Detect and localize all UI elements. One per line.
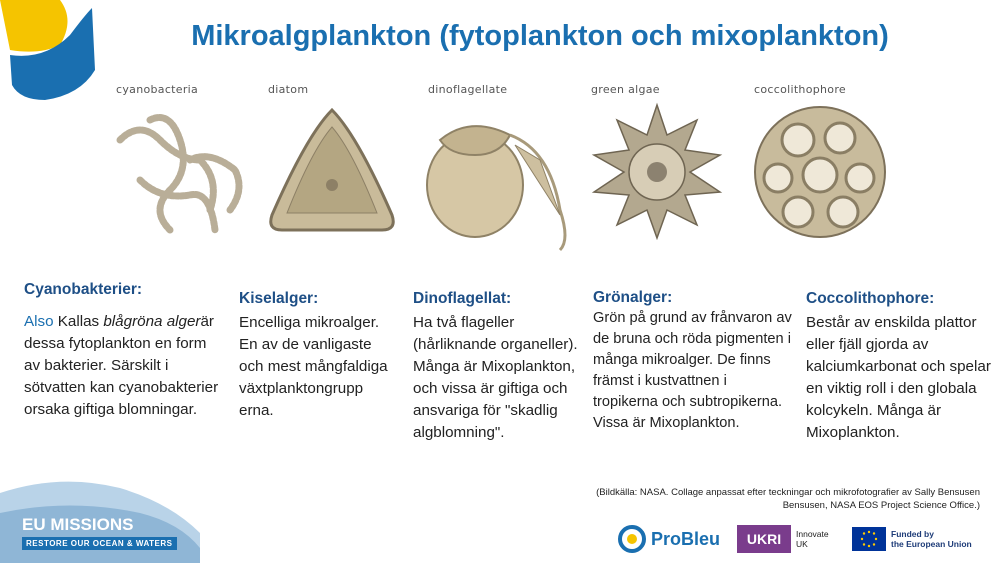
text-coccolithophore: Består av enskilda plattor eller fjäll gjorda av kalciumkarbonat och spelar en viktig roll i den globala kolcykeln. Många är Mixoplankton. bbox=[806, 314, 991, 441]
eu-funded-line2: the European Union bbox=[891, 539, 972, 549]
cyanobacteria-image bbox=[110, 100, 250, 250]
probleu-logo bbox=[617, 525, 720, 553]
column-cyanobacteria bbox=[24, 279, 224, 421]
eu-funding-logo bbox=[852, 527, 972, 551]
eu-missions-logo: EU MISSIONS bbox=[22, 515, 134, 534]
caption-coccolithophore: coccolithophore bbox=[754, 83, 846, 96]
caption-green-algae: green algae bbox=[591, 83, 660, 96]
heading-diatom: Kiselalger: bbox=[239, 290, 319, 307]
heading-green-algae: Grönalger: bbox=[593, 289, 673, 306]
text-diatom: Encelliga mikroalger. En av de vanligaste och mest mångfaldiga växtplanktongrupp erna. bbox=[239, 314, 388, 419]
text-cyanobacteria-part2: är dessa fytoplankton en form av bakterier. Särskilt i sötvatten kan cyanobakterier orsaka giftiga blomningar. bbox=[24, 313, 219, 418]
column-dinoflagellate bbox=[413, 288, 578, 444]
caption-diatom: diatom bbox=[268, 83, 309, 96]
heading-cyanobacteria: Cyanobakterier: bbox=[24, 281, 143, 298]
green-algae-image bbox=[585, 100, 730, 240]
eu-missions-subtitle: RESTORE OUR OCEAN & WATERS bbox=[22, 537, 177, 550]
heading-coccolithophore: Coccolithophore: bbox=[806, 290, 935, 307]
innovate-line2: UK bbox=[796, 539, 808, 549]
innovate-line1: Innovate bbox=[796, 529, 829, 539]
eu-funded-line1: Funded by bbox=[891, 529, 934, 539]
eu-flag-icon bbox=[852, 527, 886, 551]
also-word: Also bbox=[24, 313, 54, 330]
text-dinoflagellate: Ha två flageller (hårliknande organeller). Många är Mixoplankton, och vissa är giftiga och ansvariga för "skadlig algblomning". bbox=[413, 314, 578, 441]
ukri-mark: UKRI bbox=[737, 525, 791, 553]
dinoflagellate-image bbox=[420, 100, 580, 255]
eu-funded-text bbox=[891, 529, 972, 549]
diatom-image bbox=[262, 105, 407, 245]
probleu-icon bbox=[617, 525, 647, 553]
text-cyanobacteria bbox=[24, 311, 224, 421]
text-cyanobacteria-italic: blågröna alger bbox=[103, 313, 201, 330]
column-diatom bbox=[239, 288, 399, 422]
innovate-uk-text bbox=[796, 529, 829, 549]
column-coccolithophore bbox=[806, 288, 991, 444]
image-credit: (Bildkälla: NASA. Collage anpassat efter teckningar och mikrofotografier av Sally Bensusen Bensusen, NASA EOS Project Science Office.) bbox=[596, 487, 980, 511]
text-cyanobacteria-part1: Kallas bbox=[53, 313, 104, 330]
heading-dinoflagellate: Dinoflagellat: bbox=[413, 290, 512, 307]
column-green-algae bbox=[593, 287, 793, 434]
coccolithophore-image bbox=[748, 100, 893, 245]
ukri-logo bbox=[737, 525, 829, 553]
text-green-algae: Grön på grund av frånvaron av de bruna och röda pigmenten i många mikroalger. De finns främst i kustvattnen i tropikerna och subtropikerna. Vissa är Mixoplankton. bbox=[593, 310, 792, 431]
caption-dinoflagellate: dinoflagellate bbox=[428, 83, 508, 96]
page-title: Mikroalgplankton (fytoplankton och mixoplankton) bbox=[191, 20, 889, 52]
corner-logo bbox=[0, 0, 110, 105]
caption-cyanobacteria: cyanobacteria bbox=[116, 83, 199, 96]
probleu-text: ProBleu bbox=[651, 528, 721, 549]
